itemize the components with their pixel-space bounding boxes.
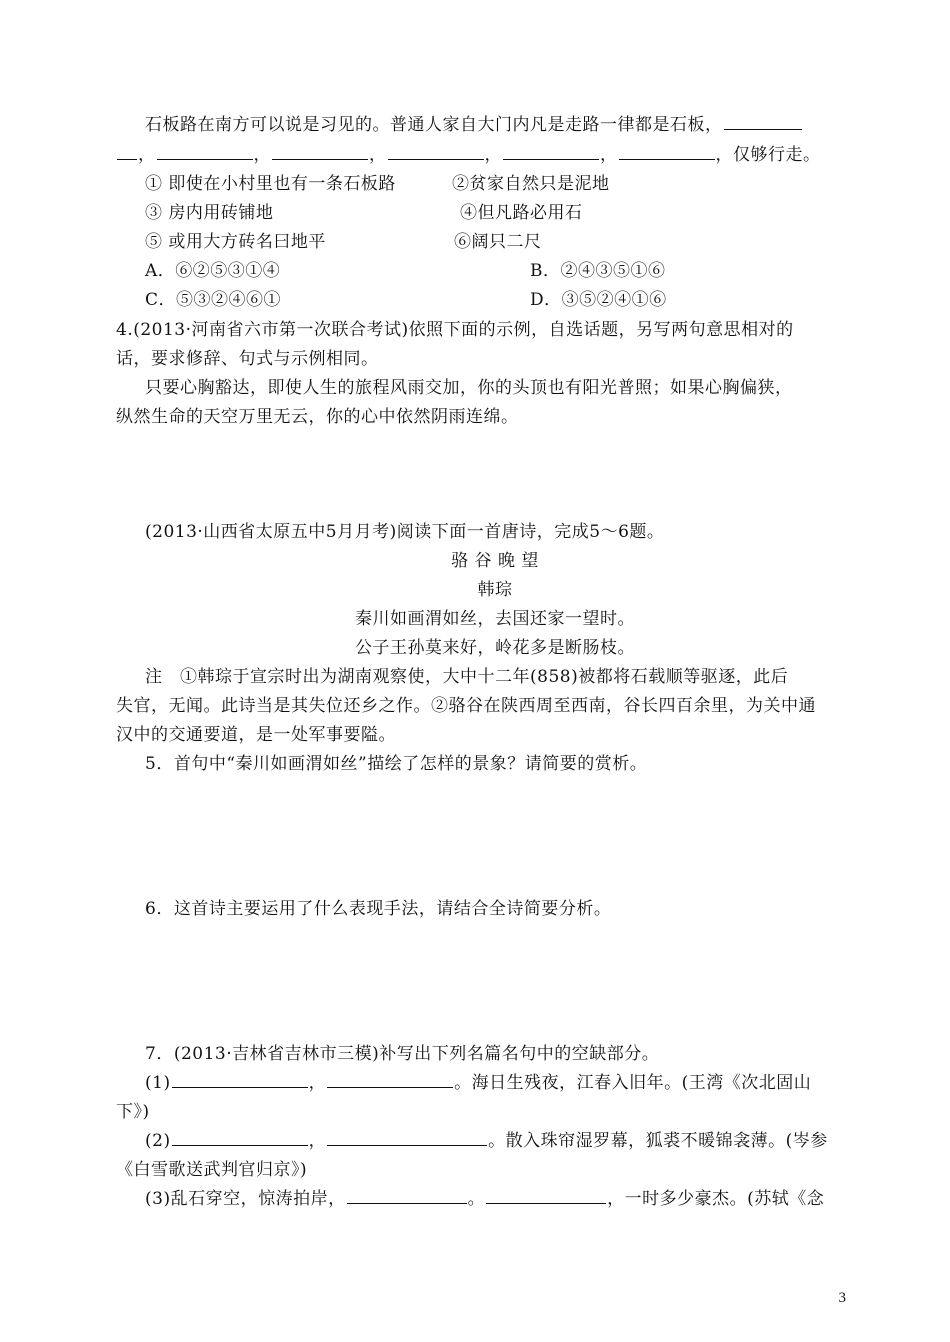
q7-item-3-label: (3)乱石穿空，惊涛拍岸，	[145, 1189, 346, 1209]
q4-stem-line1: 4.(2013·河南省六市第一次联合考试)依照下面的示例，自选话题，另写两句意思相对的	[116, 320, 794, 340]
answer-blank[interactable]	[157, 143, 253, 160]
q3-option-2: ②贫家自然只是泥地	[452, 174, 610, 194]
poem-note-line3: 汉中的交通要道，是一处军事要隘。	[116, 725, 396, 745]
poem-author: 韩琮	[477, 580, 513, 600]
q7-item-2-cont: 《白雪歌送武判官归京》)	[116, 1160, 308, 1180]
q7-item-2-text: 。散入珠帘湿罗幕，狐裘不暖锦衾薄。(岑参	[488, 1131, 828, 1151]
q3-choice-c[interactable]: C．⑤③②④⑥①	[145, 290, 282, 310]
q3-stem-text: 石板路在南方可以说是习见的。普通人家自大门内凡是走路一律都是石板，	[145, 115, 723, 135]
q5-stem: 5．首句中“秦川如画渭如丝”描绘了怎样的景象？请简要的赏析。	[145, 754, 648, 774]
q4-stem-line2: 话，要求修辞、句式与示例相同。	[116, 349, 379, 369]
q3-choice-b[interactable]: B．②④③⑤①⑥	[530, 261, 666, 281]
q7-item-3: (3)乱石穿空，惊涛拍岸， 。 ，一时多少豪杰。(苏轼《念	[145, 1189, 825, 1209]
q7-item-1-label: (1)	[145, 1073, 171, 1093]
q3-option-5: ⑤ 或用大方砖名曰地平	[145, 232, 326, 252]
answer-blank[interactable]	[724, 113, 802, 130]
answer-blank[interactable]	[619, 143, 715, 160]
answer-blank[interactable]	[503, 143, 599, 160]
q3-choice-a[interactable]: A．⑥②⑤③①④	[145, 261, 281, 281]
q7-item-1: (1) ， 。海日生残夜，江春入旧年。(王湾《次北固山	[145, 1073, 812, 1093]
q4-example-line2: 纵然生命的天空万里无云，你的心中依然阴雨连绵。	[116, 407, 519, 427]
q7-item-2-label: (2)	[145, 1131, 171, 1151]
answer-blank[interactable]	[327, 1129, 487, 1146]
answer-blank[interactable]	[327, 1071, 453, 1088]
q7-item-3-text: ，一时多少豪杰。(苏轼《念	[607, 1189, 825, 1209]
answer-blank[interactable]	[172, 1129, 308, 1146]
poem-intro: (2013·山西省太原五中5月月考)阅读下面一首唐诗，完成5～6题。	[145, 522, 665, 542]
answer-blank[interactable]	[347, 1187, 467, 1204]
q6-stem: 6．这首诗主要运用了什么表现手法，请结合全诗简要分析。	[145, 899, 612, 919]
q3-stem-line2: ， ， ， ， ， ，仅够行走。	[116, 143, 821, 167]
q4-example-line1: 只要心胸豁达，即使人生的旅程风雨交加，你的头顶也有阳光普照；如果心胸偏狭，	[145, 378, 793, 398]
answer-blank[interactable]	[388, 143, 484, 160]
q7-stem: 7．(2013·吉林省吉林市三模)补写出下列名篇名句中的空缺部分。	[145, 1044, 660, 1064]
q7-item-1-cont: 下》)	[116, 1102, 150, 1122]
answer-blank[interactable]	[486, 1187, 606, 1204]
answer-blank[interactable]	[172, 1071, 308, 1088]
q3-choice-d[interactable]: D．③⑤②④①⑥	[530, 290, 667, 310]
answer-blank[interactable]	[117, 143, 137, 160]
q3-option-6: ⑥阔只二尺	[454, 232, 542, 252]
poem-verse-2: 公子王孙莫来好，岭花多是断肠枝。	[355, 638, 635, 658]
answer-blank[interactable]	[272, 143, 368, 160]
page-number: 3	[838, 1290, 846, 1306]
q3-option-3: ③ 房内用砖铺地	[145, 203, 274, 223]
q3-option-4: ④但凡路必用石	[460, 203, 583, 223]
poem-verse-1: 秦川如画渭如丝，去国还家一望时。	[355, 609, 635, 629]
q3-option-1: ① 即使在小村里也有一条石板路	[145, 174, 396, 194]
poem-note-line1: 注 ①韩琮于宣宗时出为湖南观察使，大中十二年(858)被都将石载顺等驱逐，此后	[145, 667, 789, 687]
q3-stem-line1	[145, 113, 803, 137]
q7-item-2: (2) ， 。散入珠帘湿罗幕，狐裘不暖锦衾薄。(岑参	[145, 1131, 828, 1151]
q3-stem-end: ，仅够行走。	[715, 145, 821, 165]
q7-item-1-text: 。海日生残夜，江春入旧年。(王湾《次北固山	[454, 1073, 812, 1093]
poem-title: 骆 谷 晚 望	[451, 551, 539, 571]
poem-note-line2: 失官，无闻。此诗当是其失位还乡之作。②骆谷在陕西周至西南，谷长四百余里，为关中通	[116, 696, 816, 716]
